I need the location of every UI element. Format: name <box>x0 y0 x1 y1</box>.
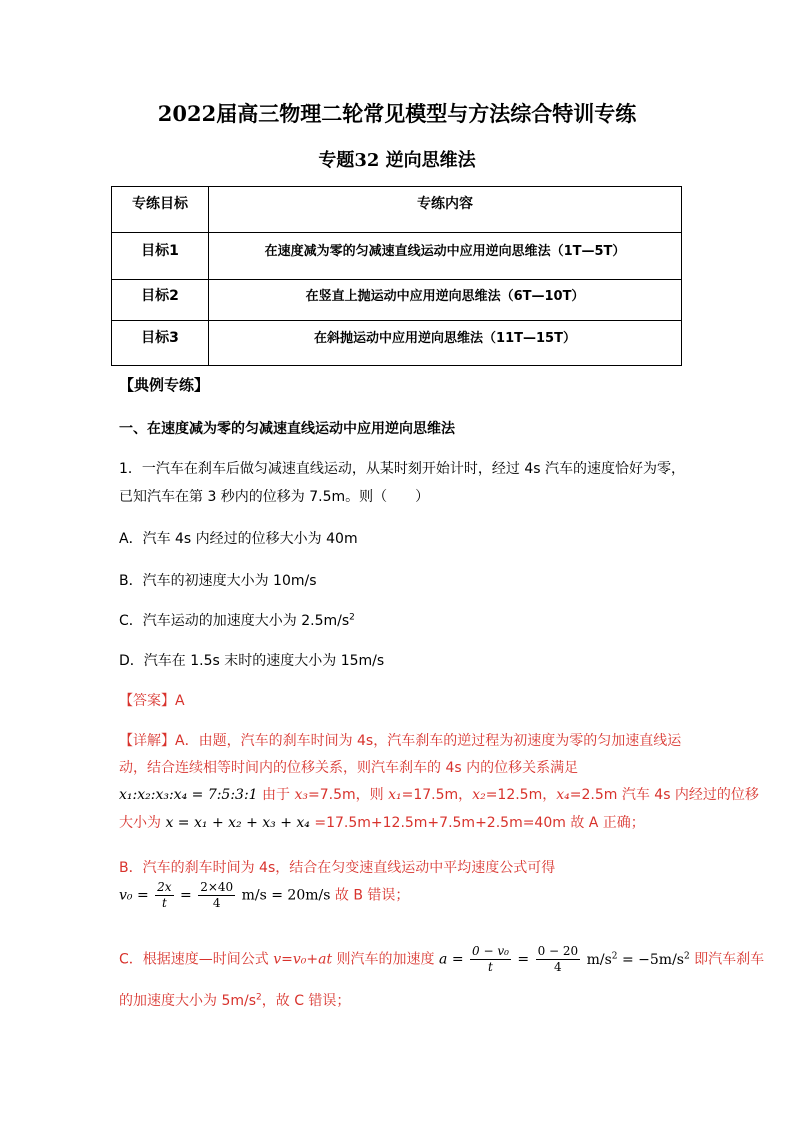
displacement-sum: x = x₁ + x₂ + x₃ + x₄ <box>165 815 310 831</box>
table-content-cell: 在斜抛运动中应用逆向思维法（11T—15T） <box>314 331 576 346</box>
fraction: $\frac{2\times 40}{4}$ <box>200 880 234 910</box>
section-label: 【典例专练】 <box>119 376 210 394</box>
option-d: D．汽车在 1.5s 末时的速度大小为 15m/s <box>119 653 385 669</box>
fraction: $\frac{0 - 20}{4}$ <box>537 944 579 974</box>
explain-a-line-3: x₁:x₂:x₃:x₄ = 7:5:3:1 由于 x₃=7.5m，则 x₁=17.5m，x₂=12.5m，x₄=2.5m 汽车 4s 内经过的位移 <box>119 787 759 803</box>
table-row <box>112 321 682 366</box>
fraction: $\frac{2x}{t}$ <box>157 880 172 910</box>
explain-b-line-1: B．汽车的刹车时间为 4s，结合在匀变速直线运动中平均速度公式可得 <box>119 860 556 876</box>
question-line-2: 已知汽车在第 3 秒内的位移为 7.5m。则（ ） <box>119 489 430 505</box>
fraction: $\frac{\text{0 − v₀}}{t}$ <box>472 944 509 974</box>
displacement-ratio: x₁:x₂:x₃:x₄ = 7:5:3:1 <box>119 787 258 803</box>
table-row <box>112 233 682 280</box>
explain-a-line-2: 动，结合连续相等时间内的位移关系，则汽车刹车的 4s 内的位移关系满足 <box>119 760 579 776</box>
table-row <box>112 280 682 321</box>
option-c: C．汽车运动的加速度大小为 $2.5m/s^2$ <box>119 612 355 629</box>
table-goal-cell: 目标3 <box>141 330 179 346</box>
explain-a-line-1: 【详解】A．由题，汽车的刹车时间为 4s，汽车刹车的逆过程为初速度为零的匀加速直线运 <box>119 733 682 749</box>
table-goal-cell: 目标1 <box>141 243 179 259</box>
question-line-1: 1．一汽车在刹车后做匀减速直线运动，从某时刻开始计时，经过 4s 汽车的速度恰好为零， <box>119 461 686 477</box>
table-header-content: 专练内容 <box>417 196 473 212</box>
table-header-row <box>112 187 682 233</box>
explain-c-line-2: 的加速度大小为 $5m/s^2$，故 C 错误； <box>119 992 351 1009</box>
explain-b-formula: v₀ = $\frac{2x}{t}$ = $\frac{2\times 40}{4}$ m/s = 20m/s 故 B 错误； <box>119 880 410 910</box>
explain-a-line-4: 大小为 x = x₁ + x₂ + x₃ + x₄ =17.5m+12.5m+7.5m+2.5m=40m 故 A 正确； <box>119 815 645 831</box>
option-a: A．汽车 4s 内经过的位移大小为 40m <box>119 531 358 547</box>
table-content-cell: 在速度减为零的匀减速直线运动中应用逆向思维法（1T—5T） <box>264 244 626 259</box>
table-header-goal: 专练目标 <box>132 196 188 212</box>
section-heading: 一、在速度减为零的匀减速直线运动中应用逆向思维法 <box>119 421 455 437</box>
explain-c-line-1: C．根据速度—时间公式 v=v₀+at 则汽车的加速度 a = $\frac{\text{0 − v₀}}{t}$ = $\frac{0 - 20}{4}$ $m/s^2 = -5m/s^2$ 即汽车刹车 <box>119 944 765 974</box>
goals-table <box>111 186 682 366</box>
option-b: B．汽车的初速度大小为 10m/s <box>119 573 317 589</box>
document-title: 2022届高三物理二轮常见模型与方法综合特训专练 <box>157 101 637 126</box>
table-content-cell: 在竖直上抛运动中应用逆向思维法（6T—10T） <box>305 289 585 304</box>
document-subtitle: 专题32 逆向思维法 <box>318 150 476 171</box>
answer-label: 【答案】A <box>119 693 185 709</box>
table-goal-cell: 目标2 <box>141 288 179 304</box>
